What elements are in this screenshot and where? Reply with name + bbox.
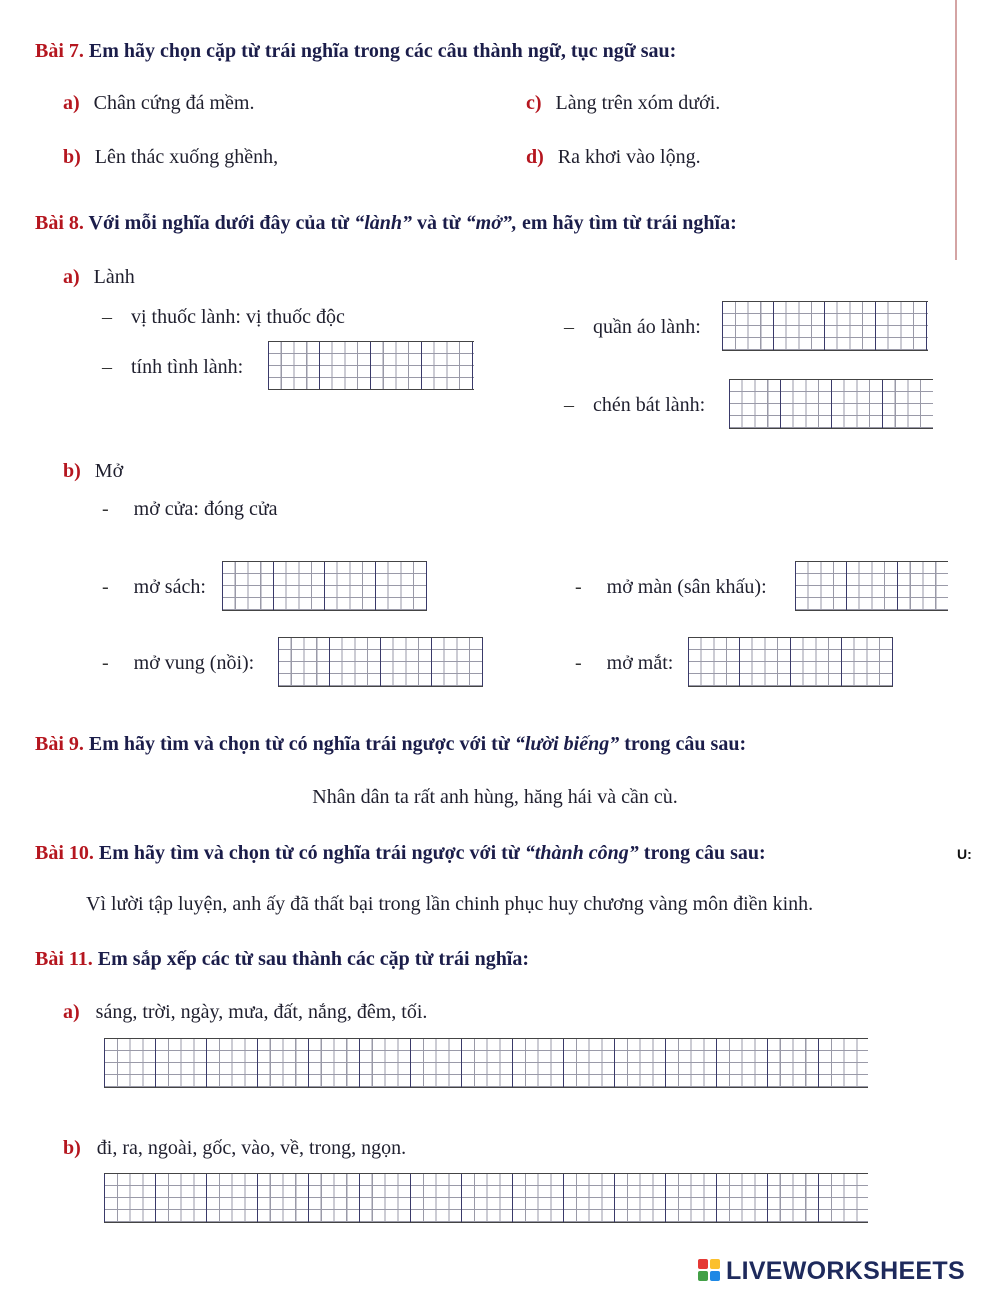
bai11-a-label: a) — [63, 1001, 80, 1023]
bai8-heading — [35, 212, 737, 235]
answer-grid-mo-mat[interactable] — [688, 637, 893, 687]
bai9-title-pre: Em hãy tìm và chọn từ có nghĩa trái ngược với từ — [88, 733, 515, 755]
bai9-sentence: Nhân dân ta rất anh hùng, hăng hái và cần cù. — [312, 786, 678, 808]
bai8-part-a — [63, 266, 135, 289]
bai8-a-example-text: vị thuốc lành: vị thuốc độc — [131, 306, 345, 328]
bai8-b-q1-text: mở sách: — [133, 576, 206, 598]
answer-grid-bai11-a[interactable] — [104, 1038, 868, 1088]
bai10-number: Bài 10. — [35, 842, 94, 864]
bai10-word: “thành công” — [524, 842, 639, 864]
bai7-title: Em hãy chọn cặp từ trái nghĩa trong các câu thành ngữ, tục ngữ sau: — [88, 40, 677, 62]
answer-grid-mo-vung[interactable] — [278, 637, 483, 687]
bai8-word-mo: “mở”, — [465, 212, 517, 234]
answer-grid-mo-man[interactable] — [795, 561, 948, 611]
bai11-heading — [35, 948, 529, 971]
bai8-a-example — [102, 306, 345, 329]
bai10-heading — [35, 842, 766, 865]
bai9-word: “lười biếng” — [514, 733, 620, 755]
bai8-part-b — [63, 460, 123, 483]
bai8-a-q1-text: tính tình lành: — [131, 356, 244, 378]
bai8-b-q3 — [102, 652, 254, 675]
bai7-item-a-text: Chân cứng đá mềm. — [93, 92, 255, 114]
liveworksheets-logo-text: LIVEWORKSHEETS — [726, 1256, 965, 1285]
bai8-b-q4 — [575, 652, 673, 675]
dash-icon: – — [564, 394, 574, 416]
dash-icon: - — [102, 498, 109, 520]
bai7-item-c-text: Làng trên xóm dưới. — [555, 92, 721, 114]
liveworksheets-logo-icon — [698, 1259, 722, 1283]
bai8-a-q3 — [564, 394, 705, 417]
answer-grid-mo-sach[interactable] — [222, 561, 427, 611]
dash-icon: - — [102, 576, 109, 598]
dash-icon: – — [564, 316, 574, 338]
bai8-b-q1 — [102, 576, 206, 599]
bai11-title: Em sắp xếp các từ sau thành các cặp từ trái nghĩa: — [97, 948, 530, 970]
bai8-b-example — [102, 498, 278, 521]
bai8-title-pre: Với mỗi nghĩa dưới đây của từ — [88, 212, 355, 234]
bai7-item-a — [63, 92, 254, 115]
bai8-number: Bài 8. — [35, 212, 84, 234]
bai10-title-post: trong câu sau: — [638, 842, 766, 864]
bai7-item-b-label: b) — [63, 146, 81, 168]
bai7-item-d — [526, 146, 701, 169]
liveworksheets-logo — [698, 1258, 965, 1284]
bai8-b-example-text: mở cửa: đóng cửa — [133, 498, 278, 520]
bai7-number: Bài 7. — [35, 40, 84, 62]
bai7-heading — [35, 40, 676, 63]
dash-icon: – — [102, 306, 112, 328]
stray-label: U: — [957, 846, 972, 862]
bai11-number: Bài 11. — [35, 948, 93, 970]
bai7-item-d-text: Ra khơi vào lộng. — [557, 146, 701, 168]
bai11-b-text: đi, ra, ngoài, gốc, vào, về, trong, ngọn. — [96, 1137, 407, 1159]
bai10-sentence: Vì lười tập luyện, anh ấy đã thất bại trong lần chinh phục huy chương vàng môn điền kinh. — [86, 893, 814, 915]
dash-icon: – — [102, 356, 112, 378]
answer-grid-tinh-tinh-lanh[interactable] — [268, 341, 474, 390]
bai8-title-mid: và từ — [412, 212, 466, 234]
bai8-b-q4-text: mở mắt: — [606, 652, 674, 674]
bai7-item-b-text: Lên thác xuống ghềnh, — [94, 146, 279, 168]
bai8-word-lanh: “lành” — [354, 212, 412, 234]
bai8-a-q3-text: chén bát lành: — [593, 394, 706, 416]
bai10-title-pre: Em hãy tìm và chọn từ có nghĩa trái ngược với từ — [98, 842, 525, 864]
bai8-a-word: Lành — [93, 266, 135, 288]
bai8-title-post: em hãy tìm từ trái nghĩa: — [516, 212, 737, 234]
bai8-a-q2 — [564, 316, 701, 339]
bai8-b-label: b) — [63, 460, 81, 482]
bai7-item-a-label: a) — [63, 92, 80, 114]
bai11-part-a — [63, 1001, 427, 1024]
dash-icon: - — [575, 576, 582, 598]
bai9-number: Bài 9. — [35, 733, 84, 755]
answer-grid-chen-bat-lanh[interactable] — [729, 379, 933, 429]
dash-icon: - — [575, 652, 582, 674]
bai7-item-d-label: d) — [526, 146, 544, 168]
bai11-a-text: sáng, trời, ngày, mưa, đất, nắng, đêm, tối. — [95, 1001, 428, 1023]
bai8-a-q1 — [102, 356, 243, 379]
bai8-b-q2-text: mở màn (sân khấu): — [606, 576, 767, 598]
bai11-part-b — [63, 1137, 406, 1160]
bai7-item-c — [526, 92, 720, 115]
bai8-a-label: a) — [63, 266, 80, 288]
bai8-b-word: Mở — [94, 460, 124, 482]
bai8-b-q2 — [575, 576, 767, 599]
bai8-b-q3-text: mở vung (nồi): — [133, 652, 255, 674]
bai9-heading — [35, 733, 746, 756]
page-edge-line — [955, 0, 957, 260]
answer-grid-bai11-b[interactable] — [104, 1173, 868, 1223]
bai7-item-c-label: c) — [526, 92, 542, 114]
bai9-title-post: trong câu sau: — [619, 733, 747, 755]
bai11-b-label: b) — [63, 1137, 81, 1159]
bai8-a-q2-text: quần áo lành: — [593, 316, 701, 338]
dash-icon: - — [102, 652, 109, 674]
answer-grid-quan-ao-lanh[interactable] — [722, 301, 928, 351]
bai7-item-b — [63, 146, 278, 169]
